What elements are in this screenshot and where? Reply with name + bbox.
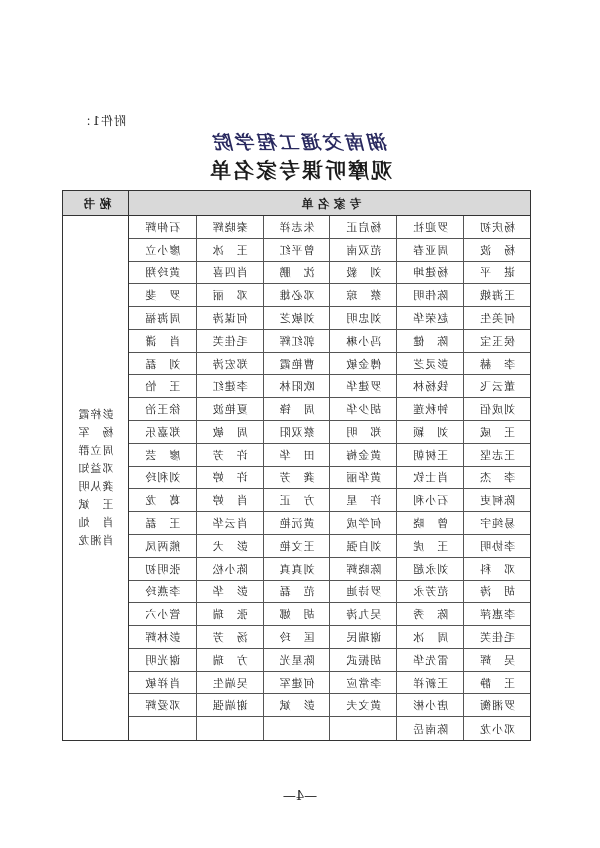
page-number: —4— — [282, 789, 318, 804]
table-cell: 谢光明 — [129, 649, 196, 672]
secretary-name: 杨 军 — [77, 426, 114, 439]
table-cell: 曾 晓 — [396, 512, 463, 535]
table-cell: 李常应 — [330, 672, 397, 695]
table-cell: 谌 平 — [463, 262, 530, 285]
expert-table — [62, 190, 531, 741]
table-cell: 郑嘉乐 — [129, 421, 196, 444]
table-cell: 李建红 — [196, 375, 263, 398]
table-cell: 罗诗迪 — [330, 581, 397, 604]
table-cell: 胡少华 — [330, 398, 397, 421]
secretary-name: 龚从明 — [77, 480, 114, 493]
table-cell: 陈伟明 — [396, 284, 463, 307]
table-cell: 何谋涛 — [196, 307, 263, 330]
table-cell: 肖士钦 — [396, 467, 463, 490]
table-cell: 廖小立 — [129, 239, 196, 262]
table-cell: 侯玉宝 — [463, 330, 530, 353]
table-cell: 吴端生 — [196, 672, 263, 695]
table-cell: 吴 辉 — [463, 649, 530, 672]
table-cell: 邓 科 — [463, 558, 530, 581]
table-cell: 廖 芸 — [129, 444, 196, 467]
table-cell: 邓 丽 — [196, 284, 263, 307]
table-cell: 雷先华 — [396, 649, 463, 672]
table-cell: 王 静 — [463, 672, 530, 695]
table-cell: 陈晓辉 — [330, 558, 397, 581]
table-cell: 肖 潇 — [129, 330, 196, 353]
table-cell: 蔡双阳 — [263, 421, 330, 444]
table-cell: 彭 华 — [196, 581, 263, 604]
table-cell: 李 赫 — [463, 353, 530, 376]
table-cell: 彭灵芝 — [396, 353, 463, 376]
table-cell: 龚 芳 — [263, 467, 330, 490]
table-cell: 杨启正 — [330, 216, 397, 239]
table-cell: 王 威 — [463, 421, 530, 444]
secretary-name: 彭梓霞 — [77, 408, 114, 421]
page-title: 观摩听课专家名单 — [208, 158, 392, 183]
table-cell: 石小利 — [396, 489, 463, 512]
table-cell: 罗 斐 — [129, 284, 196, 307]
table-cell: 何美生 — [463, 307, 530, 330]
table-cell: 冯小琳 — [330, 330, 397, 353]
table-cell: 许 芳 — [196, 444, 263, 467]
table-cell: 何学成 — [330, 512, 397, 535]
table-cell: 钟秋莲 — [396, 398, 463, 421]
table-cell: 易纯宇 — [463, 512, 530, 535]
table-cell: 田 华 — [263, 444, 330, 467]
table-cell: 王 虎 — [396, 535, 463, 558]
table-cell: 范双南 — [330, 239, 397, 262]
table-cell: 匡 玲 — [263, 626, 330, 649]
table-cell: 钱杨林 — [396, 375, 463, 398]
table-cell: 郭红辉 — [263, 330, 330, 353]
expert-names-grid — [128, 216, 530, 740]
table-cell: 王文艳 — [263, 535, 330, 558]
table-cell: 王 磊 — [129, 512, 196, 535]
header-experts: 专家名单 — [128, 191, 530, 215]
table-cell: 陈 秀 — [396, 603, 463, 626]
table-cell: 刘成佰 — [463, 398, 530, 421]
table-cell: 李惠萍 — [463, 603, 530, 626]
table-cell: 彭 犬 — [196, 535, 263, 558]
table-cell: 张明初 — [129, 558, 196, 581]
table-cell: 王志坚 — [463, 444, 530, 467]
table-cell — [196, 717, 263, 740]
secretary-list — [63, 216, 128, 740]
table-cell: 谢端强 — [196, 694, 263, 717]
table-cell: 曹艳霞 — [263, 353, 330, 376]
table-cell: 毛佳芙 — [463, 626, 530, 649]
table-cell: 石伸辉 — [129, 216, 196, 239]
attachment-label: 附件1： — [78, 114, 126, 128]
table-cell: 夏艳波 — [196, 398, 263, 421]
table-cell: 吴九涛 — [330, 603, 397, 626]
table-cell: 周亚春 — [396, 239, 463, 262]
table-cell: 陈小松 — [196, 558, 263, 581]
table-cell: 周 锋 — [263, 398, 330, 421]
table-cell: 黄金梅 — [330, 444, 397, 467]
table-cell: 陈南岳 — [396, 717, 463, 740]
table-cell: 朱志祥 — [263, 216, 330, 239]
table-header — [63, 191, 530, 216]
header-secretaries: 秘书 — [79, 196, 112, 211]
table-cell: 傅金敏 — [330, 353, 397, 376]
table-cell: 许 婷 — [196, 467, 263, 490]
table-cell: 刘忠明 — [330, 307, 397, 330]
table-cell: 邓必雄 — [263, 284, 330, 307]
table-cell: 欧阳林 — [263, 375, 330, 398]
table-cell: 杨 波 — [463, 239, 530, 262]
table-cell: 陈柯吏 — [463, 489, 530, 512]
table-cell: 何建军 — [263, 672, 330, 695]
table-cell: 黄玲翔 — [129, 262, 196, 285]
table-cell: 黄文夫 — [330, 694, 397, 717]
table-cell: 刘敏芝 — [263, 307, 330, 330]
table-cell: 蔡 琼 — [330, 284, 397, 307]
school-name: 湖南交通工程学院 — [212, 132, 389, 154]
table-cell: 罗湘衡 — [463, 694, 530, 717]
table-cell: 邓小龙 — [463, 717, 530, 740]
table-cell: 肖祥敏 — [129, 672, 196, 695]
table-cell: 肖四喜 — [196, 262, 263, 285]
table-cell: 葛 龙 — [129, 489, 196, 512]
table-cell: 毛佳芙 — [196, 330, 263, 353]
table-cell: 沈 鹏 — [263, 262, 330, 285]
table-cell: 张 瑞 — [196, 603, 263, 626]
table-cell: 肖云华 — [196, 512, 263, 535]
table-cell: 李 杰 — [463, 467, 530, 490]
table-cell: 胡振武 — [330, 649, 397, 672]
table-cell: 陈 健 — [396, 330, 463, 353]
table-cell: 刘 磊 — [129, 353, 196, 376]
table-cell: 罗建华 — [330, 375, 397, 398]
table-cell: 杨庆初 — [463, 216, 530, 239]
table-cell: 刘利玲 — [129, 467, 196, 490]
table-cell: 范 磊 — [263, 581, 330, 604]
table-cell — [263, 717, 330, 740]
table-cell: 王 冰 — [196, 239, 263, 262]
secretary-name: 肖湘龙 — [77, 534, 114, 547]
table-cell: 赵荣华 — [396, 307, 463, 330]
table-cell: 胡 涛 — [463, 581, 530, 604]
table-cell: 谢瑞民 — [330, 626, 397, 649]
table-cell: 周 冰 — [396, 626, 463, 649]
table-cell: 周海福 — [129, 307, 196, 330]
secretary-name: 周立群 — [77, 444, 114, 457]
table-cell: 陈星光 — [263, 649, 330, 672]
table-cell: 方 正 — [263, 489, 330, 512]
table-cell: 徐王治 — [129, 398, 196, 421]
table-cell: 秦晓辉 — [196, 216, 263, 239]
table-cell: 刘 毅 — [330, 262, 397, 285]
table-cell: 周 敏 — [196, 421, 263, 444]
table-cell: 汤 芳 — [196, 626, 263, 649]
table-cell: 王树朝 — [396, 444, 463, 467]
table-cell: 郑宏涛 — [196, 353, 263, 376]
table-cell: 肖 婷 — [196, 489, 263, 512]
table-cell: 李燕玲 — [129, 581, 196, 604]
table-cell: 方 瑞 — [196, 649, 263, 672]
table-cell: 郑 明 — [330, 421, 397, 444]
secretary-name: 邓益知 — [77, 462, 114, 475]
table-cell: 黄沅艳 — [263, 512, 330, 535]
table-cell: 董云飞 — [463, 375, 530, 398]
table-cell — [129, 717, 196, 740]
table-cell: 刘 颖 — [396, 421, 463, 444]
table-cell: 熊两凤 — [129, 535, 196, 558]
table-cell: 刘自强 — [330, 535, 397, 558]
table-cell: 邓爱辉 — [129, 694, 196, 717]
table-cell: 刘真真 — [263, 558, 330, 581]
table-cell: 刘永超 — [396, 558, 463, 581]
table-cell: 罗迎社 — [396, 216, 463, 239]
table-cell: 唐小彬 — [396, 694, 463, 717]
table-cell: 曾平红 — [263, 239, 330, 262]
table-cell: 王新祥 — [396, 672, 463, 695]
table-cell: 杨建坤 — [396, 262, 463, 285]
table-cell: 胡 娜 — [263, 603, 330, 626]
table-cell: 范芳永 — [396, 581, 463, 604]
table-cell: 许 星 — [330, 489, 397, 512]
table-cell: 李协明 — [463, 535, 530, 558]
table-cell: 王 怡 — [129, 375, 196, 398]
table-cell: 王海娥 — [463, 284, 530, 307]
table-cell: 彭 斌 — [263, 694, 330, 717]
table-cell: 管小六 — [129, 603, 196, 626]
secretary-name: 肖 灿 — [77, 516, 114, 529]
table-cell: 黄华丽 — [330, 467, 397, 490]
table-cell: 彭林辉 — [129, 626, 196, 649]
table-cell — [330, 717, 397, 740]
secretary-name: 王 斌 — [77, 498, 114, 511]
